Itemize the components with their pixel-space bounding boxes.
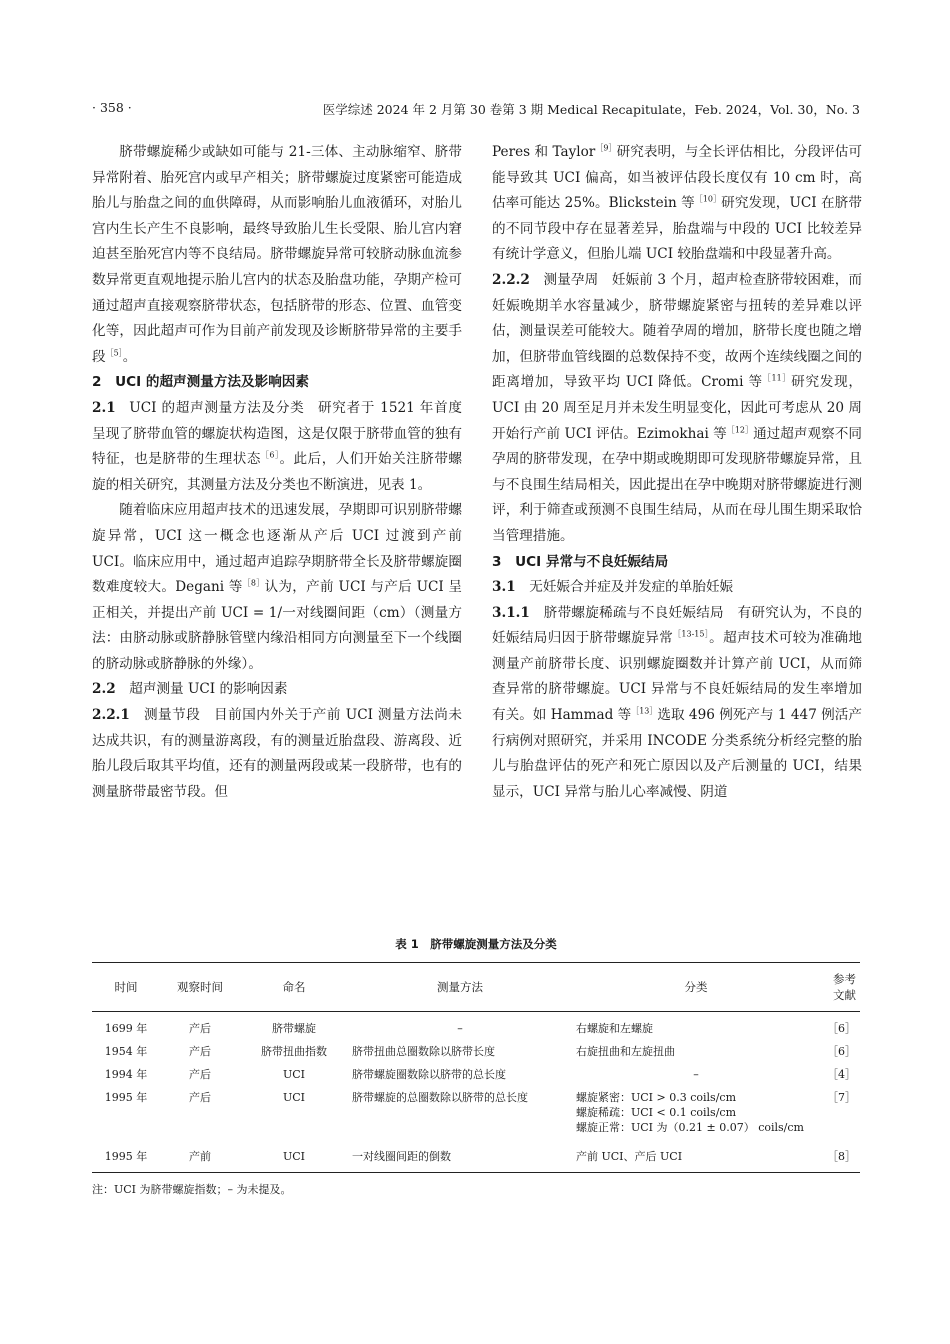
cell-name: 脐带扭曲指数 bbox=[261, 1045, 327, 1058]
cell-obs: 产前 bbox=[189, 1150, 211, 1163]
col-header: 测量方法 bbox=[437, 980, 483, 994]
citation-ref[interactable]: ［8］ bbox=[242, 578, 265, 588]
cell-year: 1954 年 bbox=[104, 1045, 148, 1058]
paragraph: 2.2.1 测量节段 目前国内外关于产前 UCI 测量方法尚未达成共识，有的测量游离段，有的测量近胎盘段、游离段、近胎儿段后取其平均值，还有的测量两段或某一段脐带，也有的测量脐带最密节段。但 bbox=[92, 707, 462, 800]
paragraph: 脐带螺旋稀少或缺如可能与 21-三体、主动脉缩窄、脐带异常附着、胎死宫内或早产相关；脐带螺旋过度紧密可能造成胎儿与胎盘之间的血供障碍，从而影响胎儿血液循环，对胎儿宫内生长产生不良影响，最终导致胎儿生长受限、胎儿宫内窘迫甚至胎死宫内等不良结局。脐带螺旋异常可较脐动脉血流参数异常更直观地提示胎儿宫内的状态及胎盘功能，孕期产检可通过超声直接观察脐带状态，包括脐带的形态、位置、血管变化等，因此超声可作为目前产前发现及诊断脐带异常的主要手段$^{[5]}$。 bbox=[92, 144, 462, 365]
cell-year: 1994 年 bbox=[104, 1068, 148, 1081]
citation-ref[interactable]: ［13］ bbox=[631, 706, 658, 716]
cell-year: 1995 年 bbox=[104, 1150, 148, 1163]
paragraph: 随着临床应用超声技术的迅速发展，孕期即可识别脐带螺旋异常，UCI 这一概念也逐渐从产后 UCI 过渡到产前 UCI。临床应用中，通过超声追踪孕期脐带全长及脐带螺旋圈数难度较大。Degani 等$^{[8]}$认为，产前 UCI 与产后 UCI 呈正相关，并提出产前 UCI = 1/一对线圈间距（cm）（测量方法：由脐动脉或脐静脉管壁内缘沿相同方向测量至下一个线圈的脐动脉或脐静脉的外缘）。 bbox=[92, 502, 462, 672]
col-header: 时间 bbox=[114, 980, 138, 994]
page-header bbox=[92, 100, 860, 120]
section-heading: 3 UCI 异常与不良妊娠结局 bbox=[492, 553, 669, 570]
paragraph: 2.2.2 测量孕周 妊娠前 3 个月，超声检查脐带较困难，而妊娠晚期羊水容量减少，脐带螺旋紧密与扭转的差异难以评估，测量误差可能较大。随着孕周的增加，脐带长度也随之增加，但脐带血管线圈的总数保持不变，故两个连续线圈之间的距离增加，导致平均 UCI 降低。Cromi 等$^{[11]}$研究发现，UCI 由 20 周至足月并未发生明显变化，因此可考虑从 20 周开始行产前 UCI 评估。Ezimokhai 等$^{[12]}$通过超声观察不同孕周的脐带发现，在孕中期或晚期即可发现脐带螺旋异常，且与不良围生结局相关，因此提出在孕中晚期对脐带螺旋进行测评，利于筛查或预测不良围生结局，从而在母儿围生期采取恰当管理措施。 bbox=[492, 271, 863, 544]
cell-class: – bbox=[693, 1068, 699, 1081]
cell-ref: ［6］ bbox=[827, 1022, 856, 1035]
cell-class bbox=[572, 1086, 820, 1139]
cell-method: 一对线圈间距的倒数 bbox=[352, 1150, 451, 1163]
citation-ref[interactable]: ［12］ bbox=[726, 425, 754, 434]
page-number: · 358 · bbox=[92, 100, 132, 115]
table-row bbox=[92, 1063, 860, 1086]
cell-method: 脐带螺旋的总圈数除以脐带的总长度 bbox=[352, 1091, 528, 1104]
table-header-row bbox=[92, 963, 860, 1012]
cell-ref: ［7］ bbox=[827, 1091, 856, 1104]
citation-ref[interactable]: ［9］ bbox=[595, 143, 617, 153]
cell-obs: 产后 bbox=[189, 1022, 211, 1035]
table-title: 表 1 脐带螺旋测量方法及分类 bbox=[395, 937, 557, 951]
subsection-heading: 2.2 超声测量 UCI 的影响因素 bbox=[92, 681, 288, 698]
right-column bbox=[492, 140, 862, 805]
citation-ref[interactable]: ［11］ bbox=[762, 373, 792, 383]
cell-year: 1699 年 bbox=[104, 1022, 148, 1035]
journal-citation: 医学综述 2024 年 2 月第 30 卷第 3 期 Medical Recapitulate，Feb. 2024，Vol. 30，No. 3 bbox=[322, 102, 860, 117]
col-header: 参考文献 bbox=[833, 972, 856, 1002]
col-header: 观察时间 bbox=[177, 980, 223, 994]
subsection-heading: 3.1 无妊娠合并症及并发症的单胎妊娠 bbox=[492, 579, 734, 596]
citation-ref[interactable]: ［6］ bbox=[260, 450, 280, 460]
class-line: 螺旋紧密：UCI > 0.3 coils/cm bbox=[576, 1091, 736, 1104]
table-row bbox=[92, 1040, 860, 1063]
table-row bbox=[92, 1012, 860, 1041]
citation-ref[interactable]: ［13-15］ bbox=[673, 629, 710, 639]
cell-name: 脐带螺旋 bbox=[272, 1022, 316, 1035]
cell-obs: 产后 bbox=[189, 1045, 211, 1058]
paragraph: Peres 和 Taylor$^{[9]}$研究表明，与全长评估相比，分段评估可能导致其 UCI 偏高，如当被评估段长度仅有 10 cm 时，高估率可能达 25%。Blickstein 等$^{[10]}$研究发现，UCI 在脐带的不同节段中存在显著差异，胎盘端与中段的 UCI 比较差异有统计学意义，但胎儿端 UCI 较胎盘端和中段显著升高。 bbox=[492, 143, 862, 263]
class-line: 螺旋正常：UCI 为（0.21 ± 0.07） coils/cm bbox=[576, 1121, 804, 1134]
col-header: 命名 bbox=[282, 980, 306, 994]
table-row bbox=[92, 1086, 860, 1139]
cell-name: UCI bbox=[282, 1091, 306, 1104]
class-line: 螺旋稀疏：UCI < 0.1 coils/cm bbox=[576, 1106, 736, 1119]
cell-method: 脐带扭曲总圈数除以脐带长度 bbox=[352, 1045, 495, 1058]
cell-name: UCI bbox=[282, 1150, 306, 1163]
paragraph: 3.1.1 脐带螺旋稀疏与不良妊娠结局 有研究认为，不良的妊娠结局归因于脐带螺旋异常$^{[13-15]}$。超声技术可较为准确地测量产前脐带长度、识别螺旋圈数并计算产前 UCI，从而筛查异常的脐带螺旋。UCI 异常与不良妊娠结局的发生率增加有关。如 Hammad 等$^{[13]}$选取 496 例死产与 1 447 例活产行病例对照研究，并采用 INCODE 分类系统分析经完整的胎儿与胎盘评估的死产和死亡原因以及产后测量的 UCI，结果显示，UCI 异常与胎儿心率减慢、阴道 bbox=[492, 604, 863, 800]
cell-method: 脐带螺旋圈数除以脐带的总长度 bbox=[352, 1068, 506, 1081]
cell-ref: ［8］ bbox=[827, 1150, 856, 1163]
citation-ref[interactable]: ［10］ bbox=[694, 194, 722, 204]
cell-class: 右螺旋和左螺旋 bbox=[576, 1022, 653, 1035]
cell-obs: 产后 bbox=[189, 1068, 211, 1081]
cell-ref: ［6］ bbox=[827, 1045, 856, 1058]
cell-obs: 产后 bbox=[189, 1091, 211, 1104]
data-table bbox=[92, 962, 860, 1173]
cell-year: 1995 年 bbox=[104, 1091, 148, 1104]
cell-class: 右旋扭曲和左旋扭曲 bbox=[576, 1045, 675, 1058]
paragraph: 2.1 UCI 的超声测量方法及分类 研究者于 1521 年首度呈现了脐带血管的螺旋状构造图，这是仅限于脐带血管的独有特征，也是脐带的生理状态$^{[6]}$。此后，人们开始关注脐带螺旋的相关研究，其测量方法及分类也不断演进，见表 1。 bbox=[92, 399, 463, 493]
cell-method: – bbox=[457, 1022, 463, 1035]
table-note: 注：UCI 为脐带螺旋指数；– 为未提及。 bbox=[92, 1183, 292, 1196]
section-heading: 2 UCI 的超声测量方法及影响因素 bbox=[92, 374, 309, 391]
left-column bbox=[92, 140, 462, 805]
table-1 bbox=[92, 936, 860, 1197]
cell-ref: ［4］ bbox=[827, 1068, 856, 1081]
cell-class: 产前 UCI、产后 UCI bbox=[576, 1150, 683, 1163]
col-header: 分类 bbox=[684, 980, 708, 994]
citation-ref[interactable]: ［5］ bbox=[105, 348, 123, 358]
table-row bbox=[92, 1139, 860, 1173]
cell-name: UCI bbox=[282, 1068, 306, 1081]
